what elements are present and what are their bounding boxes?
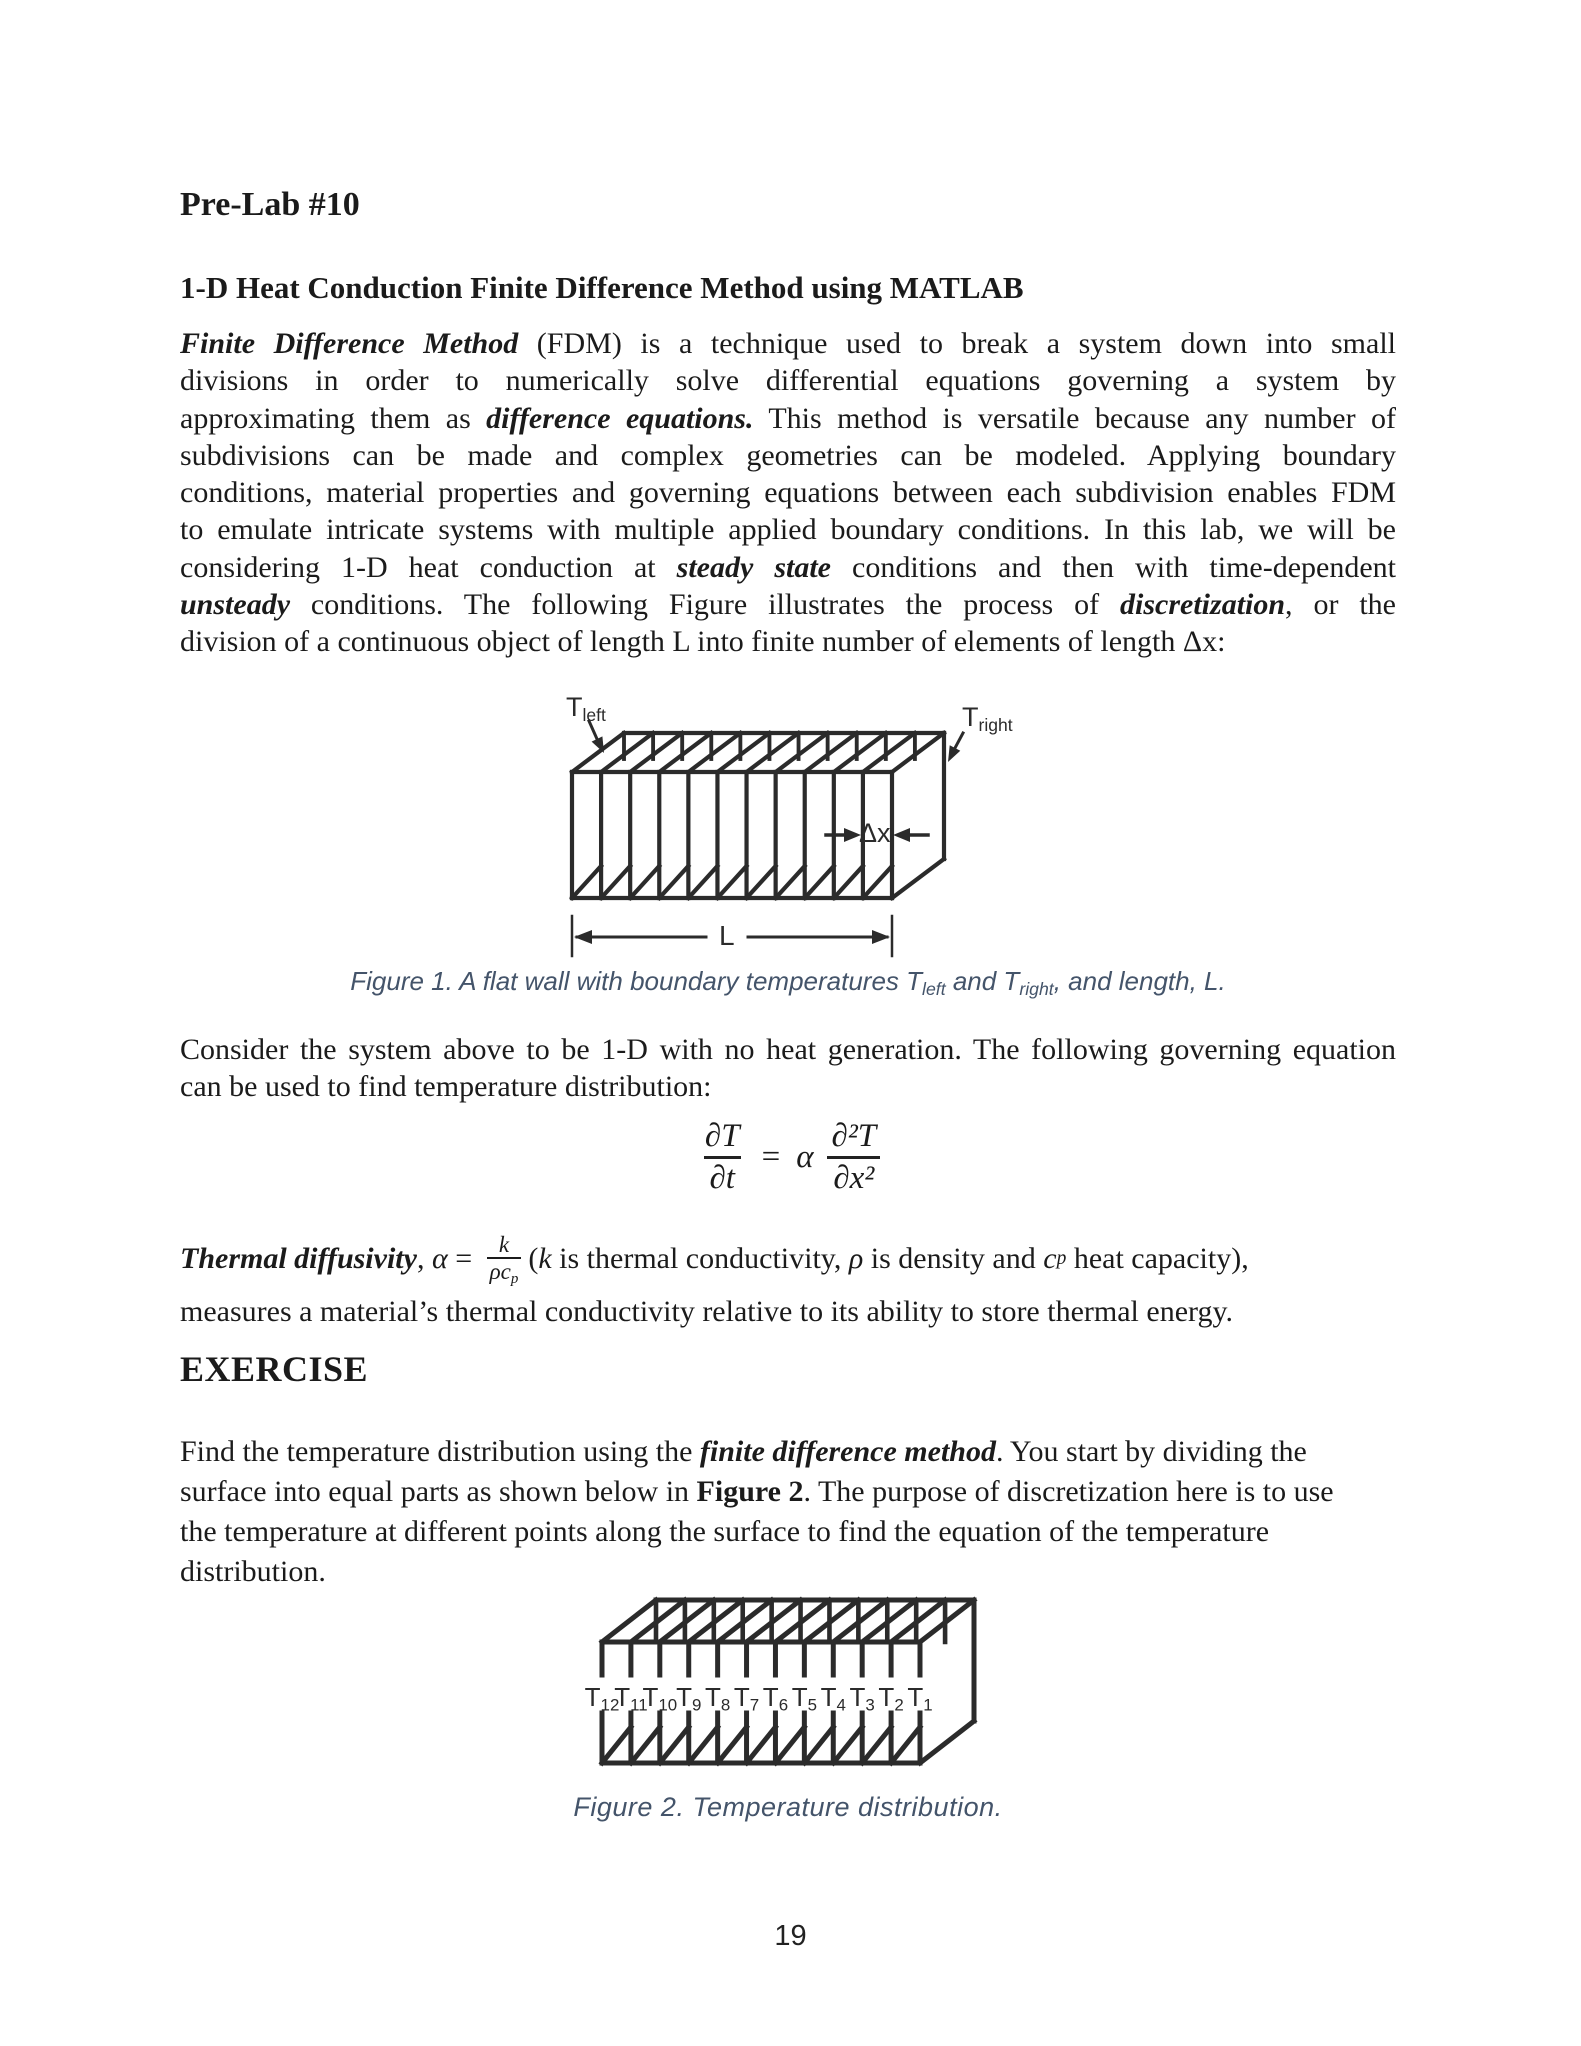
page-title: Pre-Lab #10 <box>180 186 360 223</box>
text-run: conditions, material properties and governing equations between each subdivision enables FDM <box>180 476 1396 510</box>
thermal-diffusivity-line: Thermal diffusivity , α = k $\rho c_p$ ( k is thermal conductivity, ρ is density and c p heat capacity), <box>180 1231 1249 1288</box>
paragraph-line <box>180 623 1396 660</box>
figure1-dx-label: Δx <box>859 818 891 848</box>
equation-rhs-fraction <box>826 1117 883 1198</box>
equation-numerator: ∂T <box>704 1118 740 1154</box>
slab-top-diagonal <box>688 733 740 772</box>
wall-side-bottom-edge <box>892 859 944 898</box>
figure2-node-label-T7: $T_7$ <box>733 1682 760 1715</box>
slab-top-diagonal <box>659 733 711 772</box>
equation-numerator: ∂²T <box>831 1118 877 1154</box>
figure2-caption: Figure 2. Temperature distribution. <box>573 1792 1003 1822</box>
paragraph-line <box>180 511 1396 548</box>
slab-bottom-diagonal <box>805 866 834 898</box>
inline-fraction: k $\rho c_p$ <box>487 1232 522 1285</box>
slab-top-diagonal <box>601 733 653 772</box>
text-run: , or the <box>1285 588 1397 622</box>
slab-bottom-diagonal <box>630 866 659 898</box>
figure1-tright-label: $T_{right}$ <box>962 702 1013 735</box>
text-subscript: left <box>922 978 946 999</box>
text-run: steady state <box>676 550 831 584</box>
text-run: the temperature at different points along the surface to find the equation of the temperature <box>180 1515 1270 1548</box>
tright-arrow-line <box>955 733 963 748</box>
slab-bottom-diagonal <box>718 1727 747 1763</box>
slab-top-diagonal <box>717 733 769 772</box>
text-run: approximating them as <box>180 401 487 435</box>
text-run: distribution. <box>180 1555 326 1588</box>
paragraph-line <box>180 1068 1396 1105</box>
section-heading: 1-D Heat Conduction Finite Difference Method using MATLAB <box>180 270 1024 305</box>
text-run: considering 1-D heat conduction at <box>180 550 677 584</box>
slab-bottom-diagonal <box>776 866 805 898</box>
paragraph-line <box>180 586 1396 623</box>
text-run: surface into equal parts as shown below in <box>180 1475 697 1508</box>
slab-bottom-diagonal <box>891 1727 920 1763</box>
slab-bottom-diagonal <box>747 1727 776 1763</box>
figure2-node-label-T4: $T_4$ <box>820 1682 846 1715</box>
paragraph-line <box>180 362 1396 399</box>
equation-denominator: ∂x² <box>827 1156 880 1198</box>
text-run: difference equations. <box>486 401 754 435</box>
figure2-node-label-T6: $T_6$ <box>762 1682 789 1715</box>
slab-bottom-diagonal <box>601 866 630 898</box>
slab-top-diagonal <box>776 733 828 772</box>
text-run: (FDM) is a technique used to break a system down into small <box>518 327 1396 360</box>
exercise-heading: EXERCISE <box>180 1349 369 1389</box>
equation-denominator: ∂t <box>704 1156 741 1198</box>
paragraph-line <box>180 1432 1396 1472</box>
text-run: k <box>538 1242 552 1275</box>
slab-bottom-diagonal <box>631 1727 660 1763</box>
paragraph-line <box>180 474 1396 511</box>
text-run: conditions and then with time-dependent <box>830 550 1396 584</box>
paragraph-line <box>180 1512 1396 1552</box>
dx-arrowhead-right <box>893 828 910 842</box>
equation-lhs-fraction <box>699 1117 746 1198</box>
slab-bottom-diagonal <box>660 1727 689 1763</box>
text-run: and T <box>945 966 1020 996</box>
slab-bottom-diagonal <box>602 1727 631 1763</box>
text-run: is thermal conductivity, <box>551 1242 849 1275</box>
slab-top-diagonal <box>805 733 857 772</box>
alpha-symbol: α <box>796 1138 814 1175</box>
text-run: Figure 1. A flat wall with boundary temperatures T <box>350 966 923 996</box>
slab-bottom-diagonal <box>659 866 688 898</box>
text-run: heat capacity), <box>1066 1242 1249 1275</box>
slab-bottom-diagonal <box>717 866 746 898</box>
slab-top-diagonal <box>630 733 682 772</box>
figure2-node-label-T5: $T_5$ <box>791 1682 818 1715</box>
figure2-node-label-T8: $T_8$ <box>704 1682 731 1715</box>
text-run: . The purpose of discretization here is to use <box>803 1475 1334 1508</box>
figure2-node-label-T10: $T_{10}$ <box>642 1682 678 1715</box>
slab-bottom-diagonal <box>863 866 892 898</box>
text-run: divisions in order to numerically solve differential equations governing a system by <box>180 364 1396 398</box>
text-run: finite difference method <box>699 1435 996 1468</box>
text-run: discretization <box>1120 588 1286 622</box>
figure2-node-label-T3: $T_3$ <box>849 1682 875 1715</box>
text-run: ρ <box>848 1242 864 1275</box>
figure1-length-label: L <box>719 920 735 951</box>
figure2-node-label-T12: $T_{12}$ <box>584 1682 620 1715</box>
l-dim-arrowhead-right <box>872 930 890 944</box>
l-dim-arrowhead-left <box>574 930 592 944</box>
paragraph-consider <box>180 1031 1396 1106</box>
text-run: is density and <box>863 1242 1044 1275</box>
text-subscript: right <box>1019 978 1054 999</box>
text-run: α <box>431 1242 448 1275</box>
text-run: subdivisions can be made and complex geometries can be modeled. Applying boundary <box>180 438 1396 472</box>
text-run: , and length, L. <box>1053 966 1226 996</box>
slab-top-diagonal <box>602 1600 656 1642</box>
text-run: can be used to find temperature distribution: <box>180 1070 712 1104</box>
text-run: Finite Difference Method <box>180 327 519 360</box>
figure2-node-label-T11: $T_{11}$ <box>614 1682 648 1715</box>
slab-bottom-diagonal <box>775 1727 804 1763</box>
page-number: 19 <box>774 1920 807 1952</box>
governing-equation <box>0 1117 1581 1198</box>
text-run: = <box>447 1242 480 1275</box>
slab-bottom-diagonal <box>804 1727 833 1763</box>
paragraph-line <box>180 437 1396 474</box>
text-run: ( <box>528 1242 539 1275</box>
equals-sign: = <box>761 1138 781 1175</box>
text-run: This method is versatile because any number of <box>753 401 1396 435</box>
figure2-node-label-T9: $T_9$ <box>676 1682 702 1715</box>
paragraph-line <box>180 549 1396 586</box>
paragraph-exercise <box>180 1432 1396 1592</box>
slab-bottom-diagonal <box>833 1727 862 1763</box>
thermal-diffusivity-line2: measures a material’s thermal conductivity relative to its ability to store thermal energy. <box>180 1295 1234 1328</box>
text-run: Figure 2 <box>696 1475 804 1508</box>
slab-bottom-diagonal <box>689 1727 718 1763</box>
slab-top-diagonal <box>747 733 799 772</box>
wall-side-bottom-edge <box>920 1721 974 1763</box>
text-run: to emulate intricate systems with multiple applied boundary conditions. In this lab, we will be <box>180 513 1396 547</box>
figure2-node-label-T2: $T_2$ <box>878 1682 904 1715</box>
text-run: Thermal diffusivity <box>180 1242 417 1275</box>
figure1-tleft-label: $T_{left}$ <box>566 692 606 725</box>
text-run: unsteady <box>180 588 291 622</box>
tright-arrowhead <box>948 745 960 762</box>
text-run: division of a continuous object of length L into finite number of elements of length Δx: <box>180 625 1226 659</box>
text-run: , <box>416 1242 432 1275</box>
slab-bottom-diagonal <box>834 866 863 898</box>
text-run: Consider the system above to be 1-D with no heat generation. The following governing equation <box>180 1033 1396 1066</box>
text-run: c <box>1043 1242 1057 1275</box>
slab-top-diagonal <box>863 733 915 772</box>
text-run: Find the temperature distribution using the <box>180 1435 700 1468</box>
slab-bottom-diagonal <box>572 866 601 898</box>
slab-top-diagonal <box>892 733 944 772</box>
paragraph-line <box>180 1472 1396 1512</box>
slab-bottom-diagonal <box>747 866 776 898</box>
paragraph-intro <box>180 325 1396 661</box>
paragraph-line <box>180 325 1396 362</box>
paragraph-line <box>180 1031 1396 1068</box>
text-run: conditions. The following Figure illustrates the process of <box>290 588 1121 622</box>
slab-bottom-diagonal <box>688 866 717 898</box>
figure1-caption <box>180 966 1396 997</box>
paragraph-line <box>180 400 1396 437</box>
paragraph-line <box>180 1552 1396 1592</box>
figure1-wall-diagram <box>500 688 1020 966</box>
slab-bottom-diagonal <box>862 1727 891 1763</box>
slab-top-diagonal <box>834 733 886 772</box>
text-run: . You start by dividing the <box>995 1435 1307 1468</box>
figure2-node-label-T1: $T_1$ <box>907 1682 933 1715</box>
